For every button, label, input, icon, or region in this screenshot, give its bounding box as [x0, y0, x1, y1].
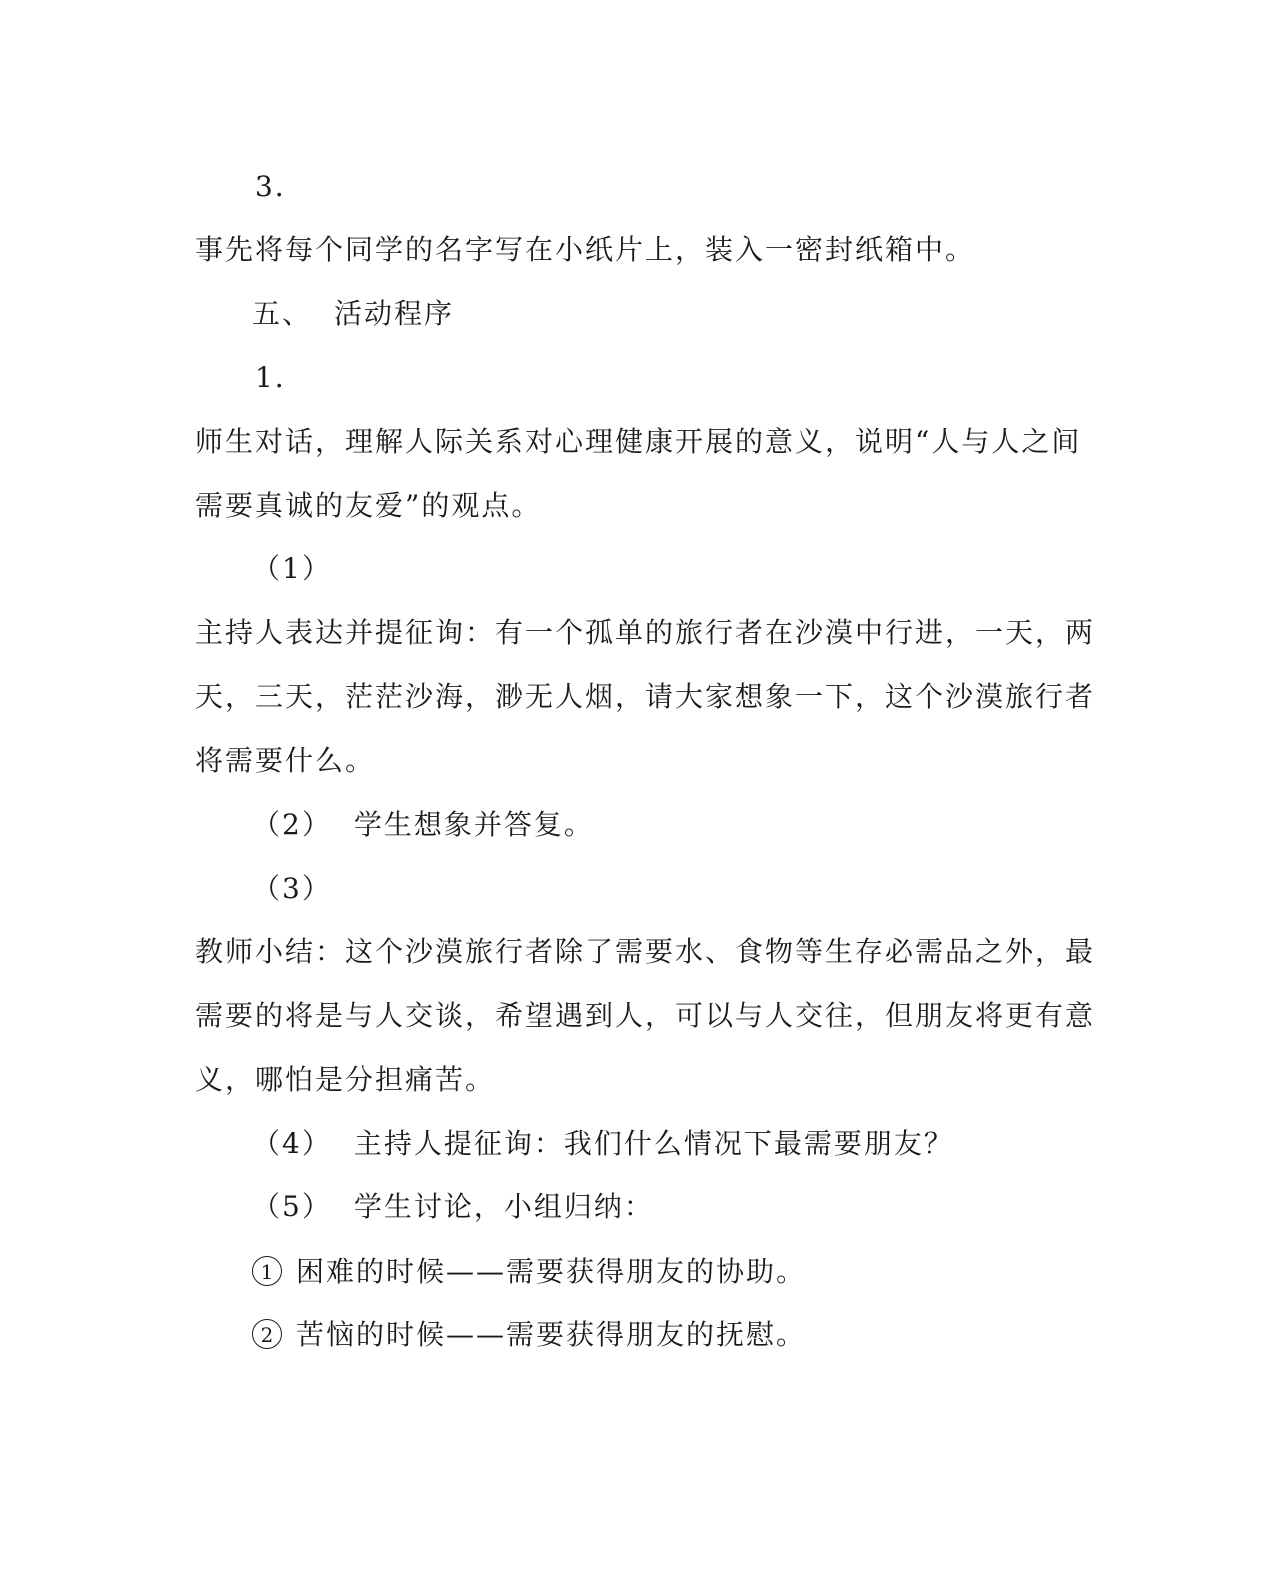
item-number-3: 3． [255, 170, 305, 203]
section-number: 五、 [252, 297, 313, 330]
sub-item-2 [252, 808, 594, 842]
section-title: 活动程序 [334, 297, 455, 330]
circled-item-2 [252, 1318, 806, 1352]
circled-number-1-icon: 1 [252, 1256, 282, 1286]
circled-item-1-text: 困难的时候——需要获得朋友的协助。 [296, 1255, 807, 1288]
sub-item-5-text: 学生讨论，小组归纳： [353, 1190, 654, 1223]
paragraph-summary-line-2: 需要的将是与人交谈，希望遇到人，可以与人交往，但朋友将更有意 [195, 999, 1096, 1032]
circled-item-2-text: 苦恼的时候——需要获得朋友的抚慰。 [296, 1318, 807, 1351]
paragraph-preparation: 事先将每个同学的名字写在小纸片上，装入一密封纸箱中。 [195, 233, 976, 266]
paragraph-host-line-2: 天，三天，茫茫沙海，渺无人烟，请大家想象一下，这个沙漠旅行者 [195, 680, 1096, 713]
sub-item-3-number: （3） [252, 872, 332, 905]
sub-item-2-number: （2） [252, 808, 332, 841]
circled-number-2-icon: 2 [252, 1319, 282, 1349]
sub-item-4 [252, 1127, 954, 1161]
section-heading-5 [252, 297, 454, 331]
circled-item-1 [252, 1255, 806, 1289]
paragraph-host-line-3: 将需要什么。 [195, 744, 376, 777]
sub-item-4-number: （4） [252, 1127, 332, 1160]
paragraph-summary-line-3: 义，哪怕是分担痛苦。 [195, 1063, 496, 1096]
paragraph-summary-line-1: 教师小结：这个沙漠旅行者除了需要水、食物等生存必需品之外，最 [195, 935, 1096, 968]
item-number-1: 1． [255, 361, 305, 394]
sub-item-2-text: 学生想象并答复。 [353, 808, 594, 841]
paragraph-host-line-1: 主持人表达并提征询：有一个孤单的旅行者在沙漠中行进，一天，两 [195, 616, 1096, 649]
sub-item-4-text: 主持人提征询：我们什么情况下最需要朋友？ [353, 1127, 954, 1160]
sub-item-5-number: （5） [252, 1190, 332, 1223]
sub-item-1-number: （1） [252, 552, 332, 585]
paragraph-dialogue-line-2: 需要真诚的友爱”的观点。 [195, 489, 542, 522]
paragraph-dialogue-line-1: 师生对话，理解人际关系对心理健康开展的意义，说明“人与人之间 [195, 425, 1082, 458]
sub-item-5 [252, 1190, 654, 1224]
